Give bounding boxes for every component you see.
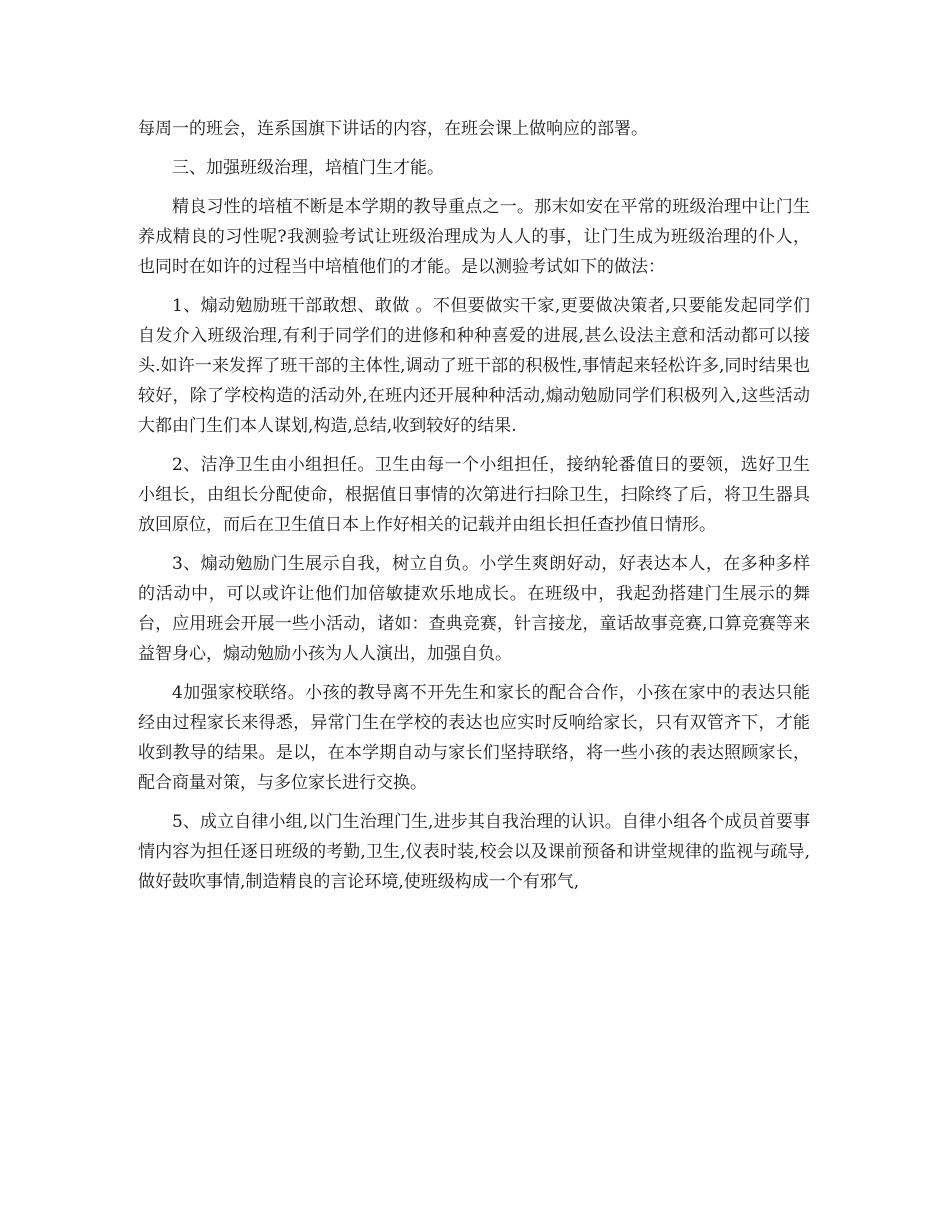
paragraph-item-4: 4加强家校联络。小孩的教导离不开先生和家长的配合合作，小孩在家中的表达只能经由过程家长来得悉，异常门生在学校的表达也应实时反响给家长，只有双管齐下，才能收到教导的结果。是以，在本学期自动与家长们坚持联络，将一些小孩的表达照顾家长，配合商量对策，与多位家长进行交换。 (138, 683, 810, 793)
paragraph-intro: 精良习性的培植不断是本学期的教导重点之一。那末如安在平常的班级治理中让门生养成精良的习性呢?我测验考试让班级治理成为人人的事，让门生成为班级治理的仆人，也同时在如许的过程当中培植他们的才能。是以测验考试如下的做法： (138, 197, 810, 277)
paragraph-continuation: 每周一的班会，连系国旗下讲话的内容，在班会课上做响应的部署。 (138, 119, 648, 139)
paragraph-item-2: 2、洁净卫生由小组担任。卫生由每一个小组担任，接纳轮番值日的要领，选好卫生小组长，由组长分配使命，根据值日事情的次第进行扫除卫生，扫除终了后，将卫生器具放回原位，而后在卫生值日本上作好相关的记载并由组长担任查抄值日情形。 (138, 455, 810, 535)
paragraph-item-5: 5、成立自律小组,以门生治理门生,进步其自我治理的认识。自律小组各个成员首要事情内容为担任逐日班级的考勤,卫生,仪表时装,校会以及课前预备和讲堂规律的监视与疏导,做好鼓吹事情,制造精良的言论环境,使班级构成一个有邪气, (138, 812, 810, 892)
paragraph-item-3: 3、煽动勉励门生展示自我，树立自负。小学生爽朗好动，好表达本人，在多种多样的活动中，可以或许让他们加倍敏捷欢乐地成长。在班级中，我起劲搭建门生展示的舞台，应用班会开展一些小活动，诸如：查典竞赛，针言接龙，童话故事竞赛,口算竞赛等来益智身心，煽动勉励小孩为人人演出，加强自负。 (138, 554, 810, 664)
paragraph-item-1: 1、煽动勉励班干部敢想、敢做 。不但要做实干家,更要做决策者,只要能发起同学们自发介入班级治理,有利于同学们的进修和种种喜爱的进展,甚么设法主意和活动都可以接头.如许一来发挥了班干部的主体性,调动了班干部的积极性,事情起来轻松许多,同时结果也较好，除了学校构造的活动外,在班内还开展种种活动,煽动勉励同学们积极列入,这些活动大都由门生们本人谋划,构造,总结,收到较好的结果. (138, 296, 810, 436)
section-heading: 三、加强班级治理，培植门生才能。 (172, 158, 444, 178)
document-body (138, 114, 810, 906)
